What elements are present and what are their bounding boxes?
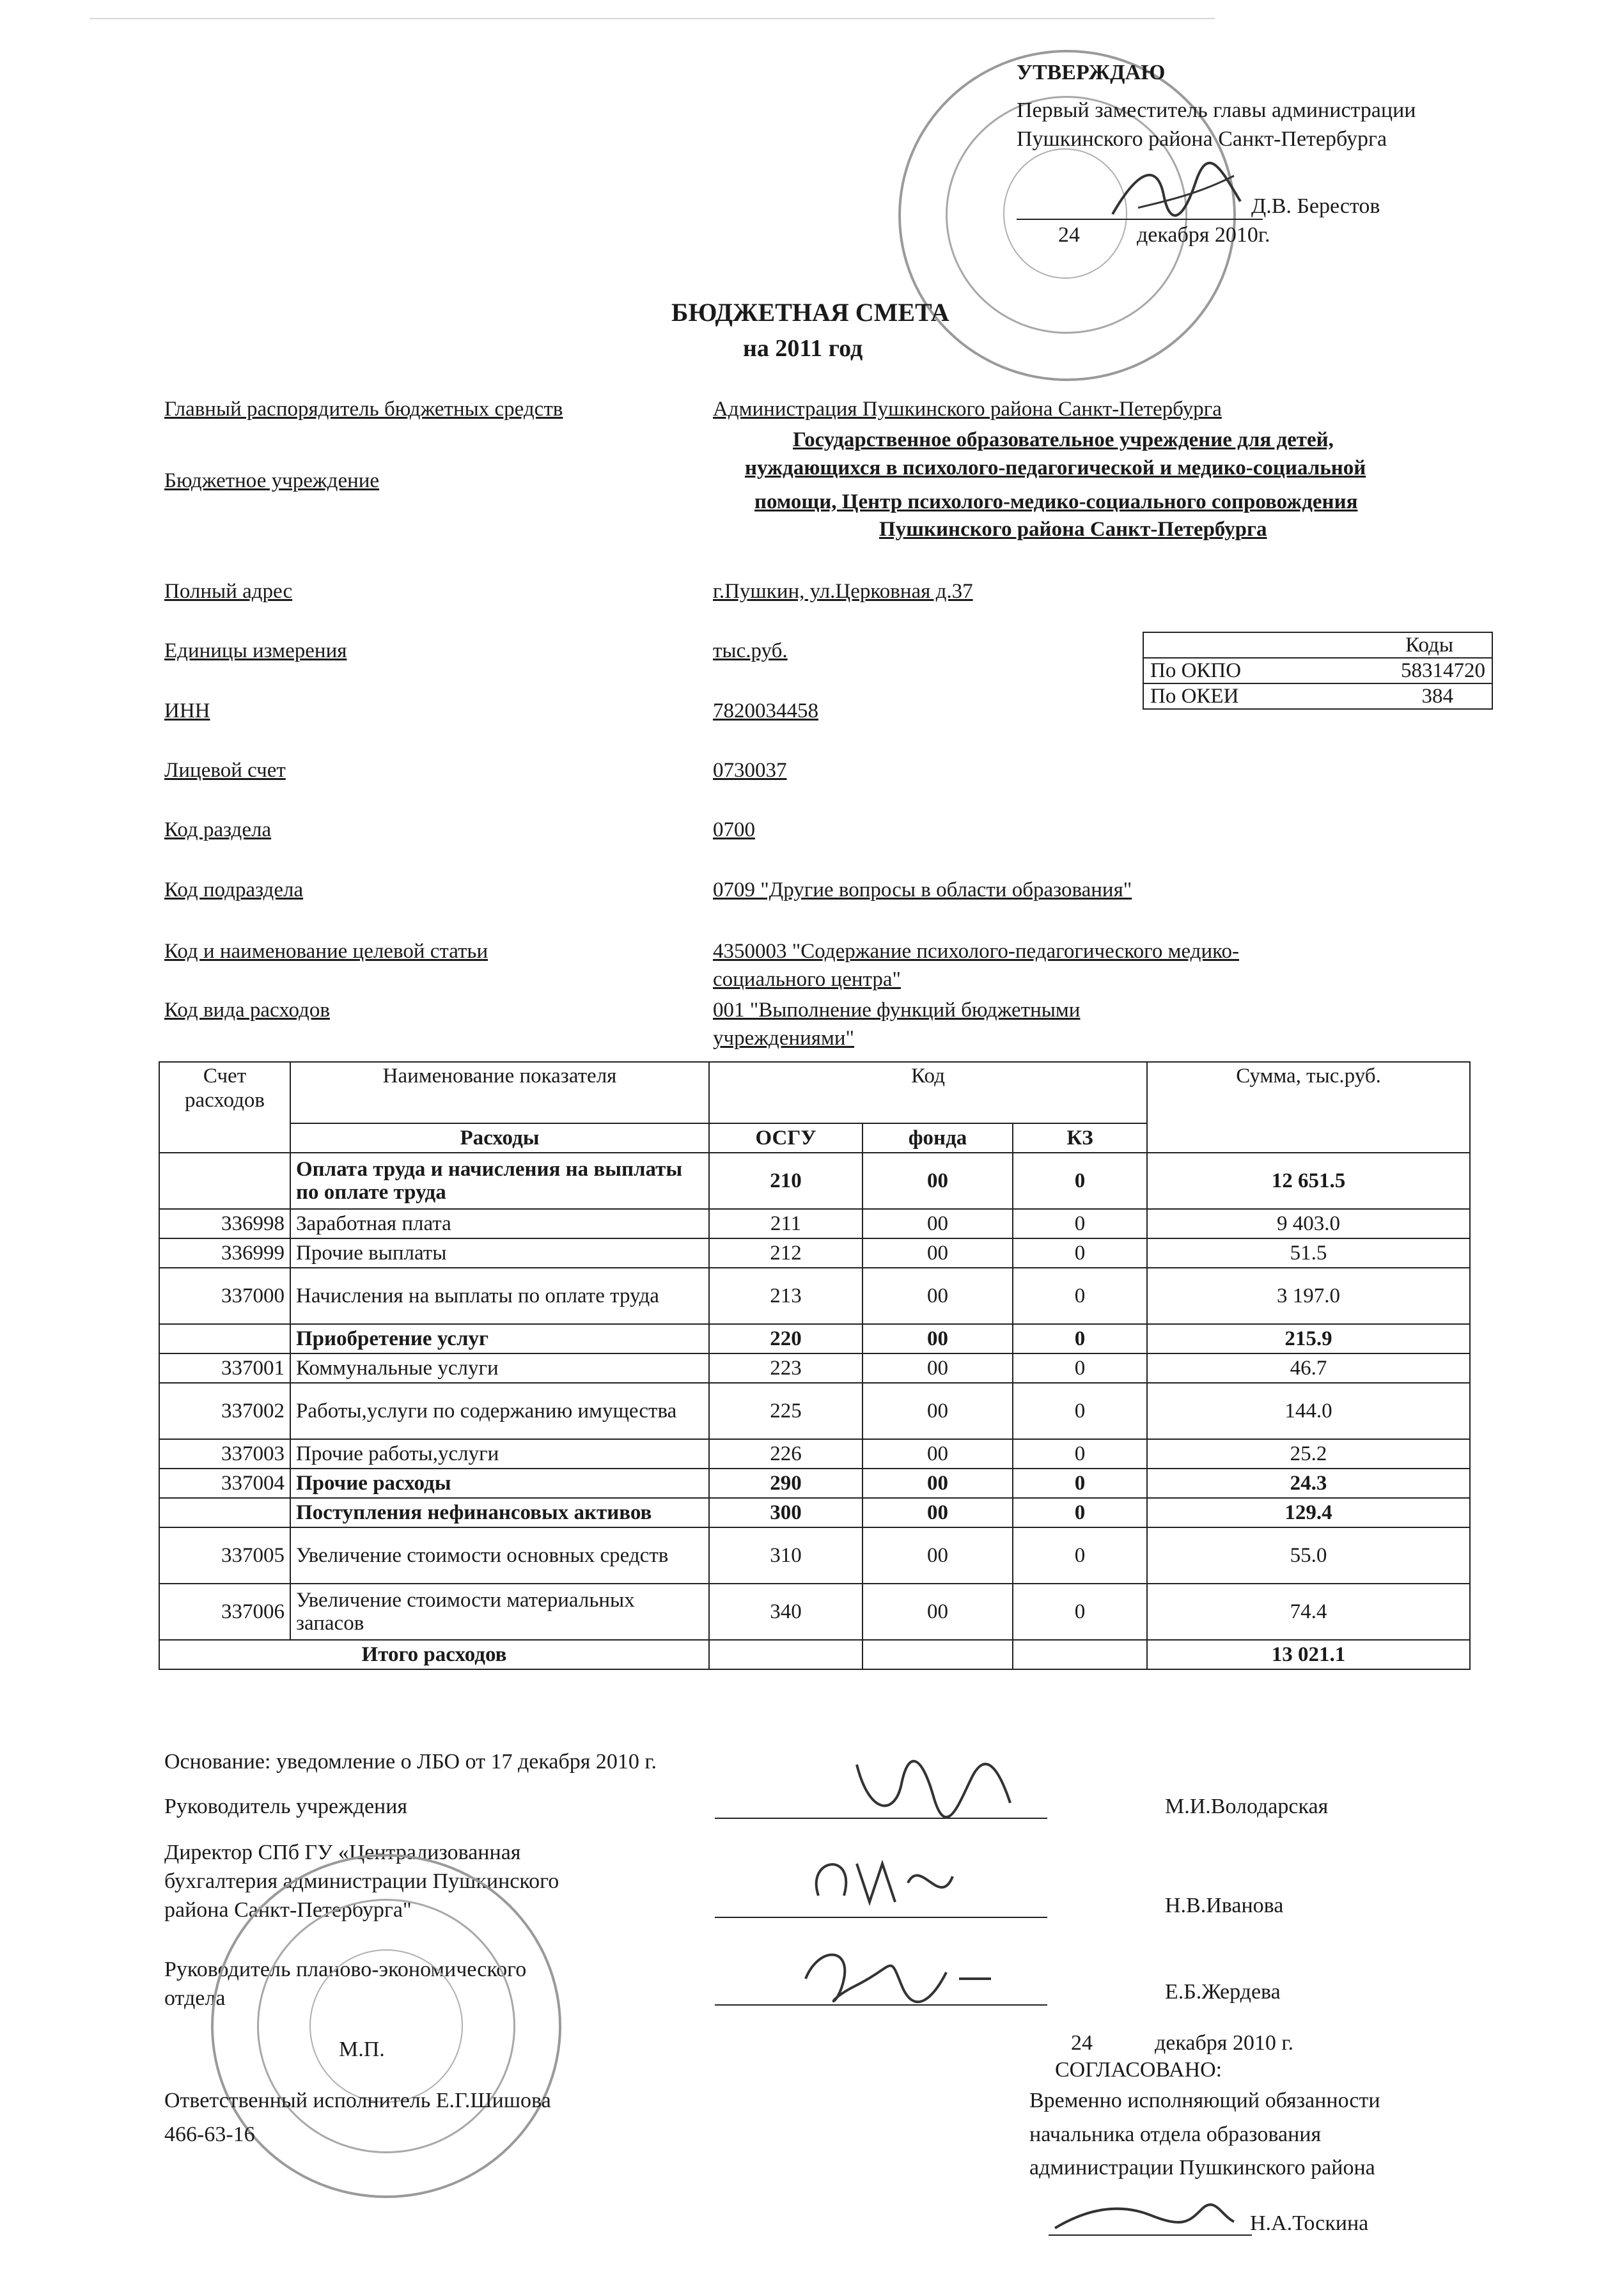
approval-day: 24 [1058, 223, 1080, 247]
row-kz: 0 [1013, 1439, 1147, 1469]
table-row [159, 1238, 1470, 1268]
total-osgu [709, 1640, 863, 1669]
total-kz [1013, 1640, 1147, 1669]
row-fond: 00 [863, 1324, 1013, 1353]
row-account: 337006 [159, 1584, 290, 1640]
field-value-target-article-line2: социального центра" [713, 968, 901, 991]
total-fond [863, 1640, 1013, 1669]
sign-day: 24 [1071, 2031, 1093, 2055]
field-label-section-code: Код раздела [164, 818, 272, 841]
approval-signer: Д.В. Берестов [1251, 194, 1380, 218]
row-account: 337005 [159, 1527, 290, 1584]
field-label-expense-type: Код вида расходов [164, 999, 330, 1022]
total-label: Итого расходов [159, 1640, 709, 1669]
row-sum: 55.0 [1147, 1527, 1470, 1584]
finance-label-line2: отдела [164, 1986, 226, 2010]
row-fond: 00 [863, 1584, 1013, 1640]
total-sum: 13 021.1 [1147, 1640, 1470, 1669]
field-label-chief-manager: Главный распорядитель бюджетных средств [164, 398, 563, 421]
codes-row-okei [1143, 683, 1492, 709]
field-value-chief-manager: Администрация Пушкинского района Санкт-Петербурга [713, 398, 1222, 421]
row-sum: 144.0 [1147, 1383, 1470, 1439]
row-name: Прочие выплаты [290, 1238, 709, 1268]
row-sum: 74.4 [1147, 1584, 1470, 1640]
codes-header-row [1143, 632, 1492, 658]
row-sum: 25.2 [1147, 1439, 1470, 1469]
header-account: Счет расходов [159, 1062, 290, 1153]
field-label-target-article: Код и наименование целевой статьи [164, 940, 488, 963]
row-osgu: 212 [709, 1238, 863, 1268]
executor-text: Ответственный исполнитель Е.Г.Шишова [164, 2089, 551, 2112]
approval-signature-line [1017, 219, 1263, 220]
field-value-subsection-code: 0709 "Другие вопросы в области образования" [713, 878, 1132, 901]
field-value-expense-type-line1: 001 "Выполнение функций бюджетными [713, 999, 1081, 1022]
row-osgu: 300 [709, 1498, 863, 1527]
table-header-row [159, 1062, 1470, 1123]
table-row [159, 1527, 1470, 1584]
row-account: 336999 [159, 1238, 290, 1268]
row-name: Увеличение стоимости основных средств [290, 1527, 709, 1584]
codes-label-okei: По ОКЕИ [1143, 683, 1252, 709]
agreed-header: СОГЛАСОВАНО: [1055, 2058, 1222, 2082]
table-row [159, 1383, 1470, 1439]
row-fond: 00 [863, 1268, 1013, 1324]
approval-date: декабря 2010г. [1137, 223, 1270, 247]
codes-label-okpo: По ОКПО [1143, 658, 1252, 683]
field-label-inn: ИНН [164, 699, 210, 722]
finance-name: Е.Б.Жердева [1165, 1980, 1281, 2004]
row-kz: 0 [1013, 1153, 1147, 1209]
row-name: Поступления нефинансовых активов [290, 1498, 709, 1527]
field-value-units: тыс.руб. [713, 639, 788, 662]
codes-box [1143, 632, 1493, 710]
row-fond: 00 [863, 1238, 1013, 1268]
row-account: 337002 [159, 1383, 290, 1439]
row-fond: 00 [863, 1527, 1013, 1584]
row-sum: 129.4 [1147, 1498, 1470, 1527]
table-row [159, 1153, 1470, 1209]
row-sum: 24.3 [1147, 1469, 1470, 1498]
row-kz: 0 [1013, 1527, 1147, 1584]
field-label-address: Полный адрес [164, 580, 293, 603]
row-account [159, 1153, 290, 1209]
row-sum: 9 403.0 [1147, 1209, 1470, 1238]
head-signature [844, 1745, 1023, 1822]
row-kz: 0 [1013, 1268, 1147, 1324]
header-code: Код [709, 1062, 1147, 1123]
field-value-inn: 7820034458 [713, 699, 818, 722]
row-osgu: 210 [709, 1153, 863, 1209]
row-kz: 0 [1013, 1383, 1147, 1439]
header-osgu: ОСГУ [709, 1123, 863, 1153]
sign-date: декабря 2010 г. [1155, 2031, 1294, 2055]
table-row [159, 1268, 1470, 1324]
header-name: Наименование показателя [290, 1062, 709, 1123]
field-value-institution-line1: Государственное образовательное учреждение для детей, [793, 428, 1334, 451]
row-osgu: 226 [709, 1439, 863, 1469]
field-value-institution-line4: Пушкинского района Санкт-Петербурга [879, 518, 1267, 541]
head-name: М.И.Володарская [1165, 1795, 1329, 1818]
scan-edge-line [90, 18, 1215, 19]
row-name: Коммунальные услуги [290, 1353, 709, 1383]
table-row [159, 1498, 1470, 1527]
row-kz: 0 [1013, 1498, 1147, 1527]
basis-text: Основание: уведомление о ЛБО от 17 декабря 2010 г. [164, 1750, 657, 1774]
executor-phone: 466-63-16 [164, 2123, 255, 2146]
finance-label-line1: Руководитель планово-экономического [164, 1958, 527, 1981]
table-row [159, 1209, 1470, 1238]
director-label-line1: Директор СПб ГУ «Централизованная [164, 1841, 521, 1864]
row-kz: 0 [1013, 1469, 1147, 1498]
director-label-line3: района Санкт-Петербурга" [164, 1898, 412, 1922]
row-sum: 51.5 [1147, 1238, 1470, 1268]
budget-table [159, 1061, 1471, 1670]
row-name: Заработная плата [290, 1209, 709, 1238]
row-fond: 00 [863, 1439, 1013, 1469]
row-sum: 215.9 [1147, 1324, 1470, 1353]
director-signature [799, 1844, 965, 1921]
agreed-line1: Временно исполняющий обязанности [1029, 2089, 1380, 2112]
row-name: Прочие расходы [290, 1469, 709, 1498]
approval-header: УТВЕРЖДАЮ [1017, 61, 1166, 84]
row-osgu: 223 [709, 1353, 863, 1383]
field-value-institution-line3: помощи, Центр психолого-медико-социального сопровождения [754, 490, 1358, 513]
row-fond: 00 [863, 1383, 1013, 1439]
row-name: Оплата труда и начисления на выплаты по оплате труда [290, 1153, 709, 1209]
codes-row-okpo [1143, 658, 1492, 683]
row-account: 336998 [159, 1209, 290, 1238]
field-label-units: Единицы измерения [164, 639, 347, 662]
row-osgu: 220 [709, 1324, 863, 1353]
field-value-target-article-line1: 4350003 "Содержание психолого-педагогического медико- [713, 940, 1239, 963]
row-name: Приобретение услуг [290, 1324, 709, 1353]
table-row [159, 1324, 1470, 1353]
director-label-line2: бухгалтерия администрации Пушкинского [164, 1869, 559, 1893]
row-account [159, 1324, 290, 1353]
row-account: 337000 [159, 1268, 290, 1324]
row-account: 337003 [159, 1439, 290, 1469]
codes-header: Коды [1143, 632, 1492, 658]
row-fond: 00 [863, 1469, 1013, 1498]
agreed-name: Н.А.Тоскина [1250, 2211, 1369, 2235]
agreed-line2: начальника отдела образования [1029, 2123, 1322, 2146]
row-kz: 0 [1013, 1324, 1147, 1353]
agreed-line3: администрации Пушкинского района [1029, 2156, 1375, 2179]
field-value-address: г.Пушкин, ул.Церковная д.37 [713, 580, 973, 603]
row-kz: 0 [1013, 1209, 1147, 1238]
row-account: 337001 [159, 1353, 290, 1383]
row-osgu: 340 [709, 1584, 863, 1640]
codes-value-okpo: 58314720 [1252, 658, 1492, 683]
row-kz: 0 [1013, 1584, 1147, 1640]
row-sum: 12 651.5 [1147, 1153, 1470, 1209]
field-label-account: Лицевой счет [164, 759, 286, 782]
row-osgu: 211 [709, 1209, 863, 1238]
row-name: Увеличение стоимости материальных запасов [290, 1584, 709, 1640]
table-row [159, 1439, 1470, 1469]
field-value-section-code: 0700 [713, 818, 755, 841]
approval-position-line1: Первый заместитель главы администрации [1017, 98, 1416, 122]
table-row [159, 1469, 1470, 1498]
row-account [159, 1498, 290, 1527]
row-name: Прочие работы,услуги [290, 1439, 709, 1469]
row-fond: 00 [863, 1498, 1013, 1527]
row-sum: 3 197.0 [1147, 1268, 1470, 1324]
organization-stamp [211, 1854, 561, 2198]
field-value-account: 0730037 [713, 759, 787, 782]
header-kz: КЗ [1013, 1123, 1147, 1153]
row-fond: 00 [863, 1353, 1013, 1383]
field-value-institution-line2: нуждающихся в психолого-педагогической и медико-социальной [745, 456, 1366, 480]
table-row [159, 1353, 1470, 1383]
document-subtitle: на 2011 год [743, 335, 863, 362]
row-osgu: 213 [709, 1268, 863, 1324]
table-total-row [159, 1640, 1470, 1669]
row-fond: 00 [863, 1153, 1013, 1209]
row-name: Начисления на выплаты по оплате труда [290, 1268, 709, 1324]
header-sum: Сумма, тыс.руб. [1147, 1062, 1470, 1153]
row-sum: 46.7 [1147, 1353, 1470, 1383]
row-account: 337004 [159, 1469, 290, 1498]
agreed-signature [1049, 2190, 1240, 2241]
row-fond: 00 [863, 1209, 1013, 1238]
table-row [159, 1584, 1470, 1640]
field-value-expense-type-line2: учреждениями" [713, 1027, 854, 1050]
approval-position-line2: Пушкинского района Санкт-Петербурга [1017, 127, 1387, 151]
row-osgu: 310 [709, 1527, 863, 1584]
header-expenses: Расходы [290, 1123, 709, 1153]
row-osgu: 225 [709, 1383, 863, 1439]
row-kz: 0 [1013, 1353, 1147, 1383]
head-label: Руководитель учреждения [164, 1795, 408, 1818]
field-label-institution: Бюджетное учреждение [164, 469, 380, 492]
field-label-subsection-code: Код подраздела [164, 878, 304, 901]
row-name: Работы,услуги по содержанию имущества [290, 1383, 709, 1439]
row-kz: 0 [1013, 1238, 1147, 1268]
finance-signature [793, 1934, 1004, 2011]
row-osgu: 290 [709, 1469, 863, 1498]
document-title: БЮДЖЕТНАЯ СМЕТА [671, 298, 949, 327]
mp-label: М.П. [339, 2038, 385, 2061]
header-fond: фонда [863, 1123, 1013, 1153]
director-name: Н.В.Иванова [1165, 1894, 1284, 1917]
codes-value-okei: 384 [1252, 683, 1492, 709]
